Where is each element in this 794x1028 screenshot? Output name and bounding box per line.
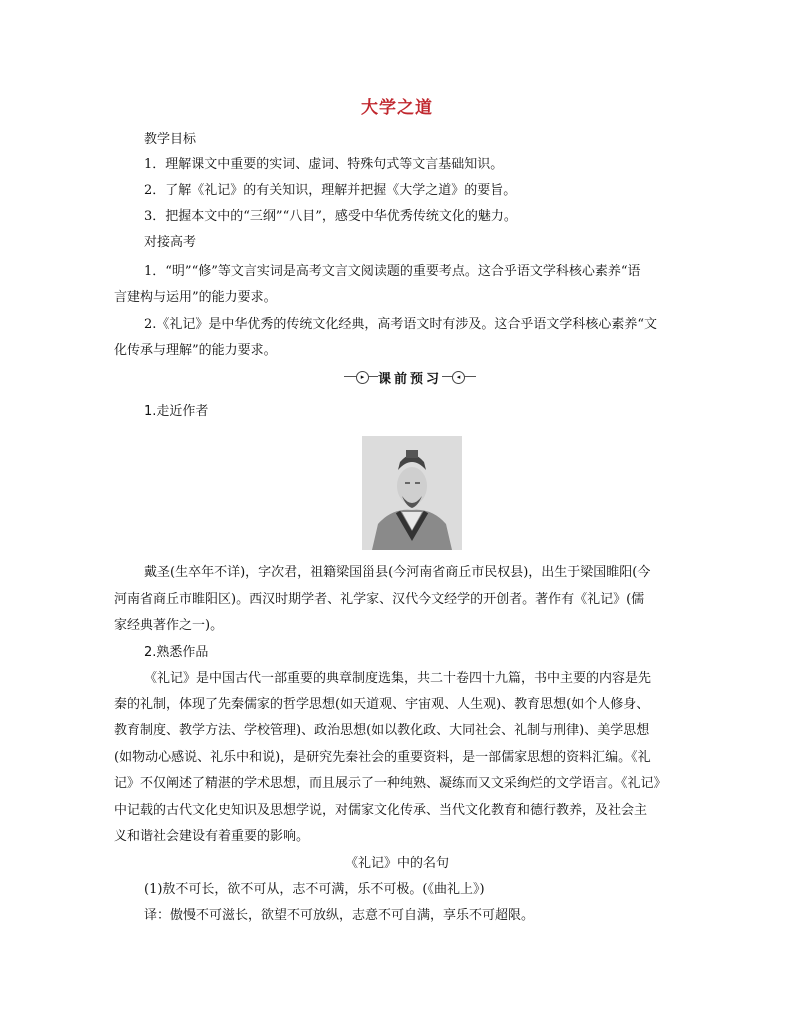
author-portrait-image (362, 436, 462, 550)
author-heading: 1.走近作者 (144, 404, 209, 419)
work-paragraph-line: (如物动心感说、礼乐中和说)，是研究先秦社会的重要资料，是一部儒家思想的资料汇编。《礼 (114, 750, 651, 765)
exam-paragraph-2-cont: 化传承与理解”的能力要求。 (114, 343, 277, 358)
exam-paragraph-1: 1．“明”“修”等文言实词是高考文言文阅读题的重要考点。这合乎语文学科核心素养“语 (144, 264, 641, 279)
work-paragraph-line: 中记载的古代文化史知识及思想学说，对儒家文化传承、当代文化教育和德行教养，及社会主 (114, 803, 648, 818)
objective-item: 1．理解课文中重要的实词、虚词、特殊句式等文言基础知识。 (144, 157, 504, 172)
objectives-heading: 教学目标 (144, 132, 197, 147)
work-paragraph-line: 教育制度、教学方法、学校管理)、政治思想(如以教化政、大同社会、礼制与刑律)、美学思想 (114, 723, 650, 738)
exam-paragraph-2: 2.《礼记》是中华优秀的传统文化经典，高考语文时有涉及。这合乎语文学科核心素养“文 (144, 317, 658, 332)
exam-paragraph-1-cont: 言建构与运用”的能力要求。 (114, 290, 277, 305)
quotes-heading: 《礼记》中的名句 (344, 856, 449, 871)
work-paragraph-line: 义和谐社会建设有着重要的影响。 (114, 829, 310, 844)
author-bio-line: 河南省商丘市睢阳区)。西汉时期学者、礼学家、汉代今文经学的开创者。著作有《礼记》(儒 (114, 592, 645, 607)
banner-right-arrow-icon: ◂ (452, 371, 465, 384)
objective-item: 2．了解《礼记》的有关知识，理解并把握《大学之道》的要旨。 (144, 183, 517, 198)
work-paragraph-line: 记》不仅阐述了精湛的学术思想，而且展示了一种纯熟、凝练而又文采绚烂的文学语言。《礼记》 (114, 776, 667, 791)
author-bio-line: 家经典著作之一)。 (114, 618, 224, 633)
work-paragraph-line: 秦的礼制，体现了先秦儒家的哲学思想(如天道观、宇宙观、人生观)、教育思想(如个人修身、 (114, 697, 650, 712)
author-bio-line: 戴圣(生卒年不详)，字次君，祖籍梁国甾县(今河南省商丘市民权县)，出生于梁国睢阳(今 (144, 565, 651, 580)
work-paragraph-line: 《礼记》是中国古代一部重要的典章制度选集，共二十卷四十九篇，书中主要的内容是先 (144, 671, 652, 686)
objective-item: 3．把握本文中的“三纲”“八目”，感受中华优秀传统文化的魅力。 (144, 209, 517, 224)
quote-item: (1)敖不可长，欲不可从，志不可满，乐不可极。(《曲礼上》) (144, 882, 485, 897)
portrait-drawing (362, 436, 462, 550)
banner-left-arrow-icon: ▸ (356, 371, 369, 384)
page-title: 大学之道 (361, 98, 433, 118)
exam-heading: 对接高考 (144, 235, 197, 250)
section-banner (344, 367, 476, 387)
section-banner-label: 课前预习 (378, 368, 442, 387)
work-heading: 2.熟悉作品 (144, 645, 209, 660)
quote-translation: 译：傲慢不可滋长，欲望不可放纵，志意不可自满，享乐不可超限。 (144, 908, 535, 923)
